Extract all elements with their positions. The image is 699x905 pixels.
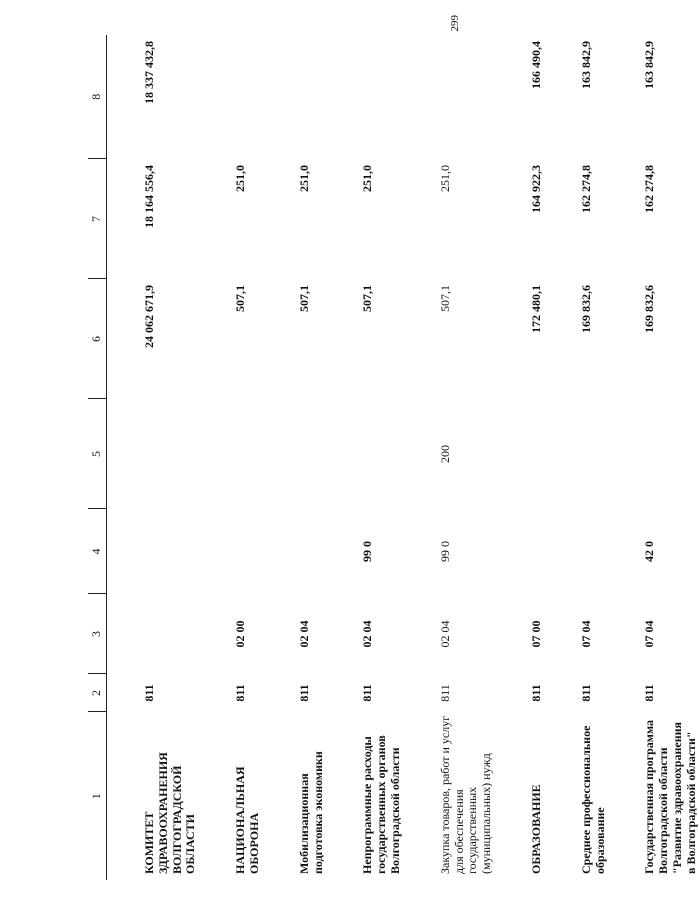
row-name-cell: Государственная программа Волгоградской области "Развитие здравоохранения в Волгоградской области" <box>642 719 698 874</box>
row-value-cell <box>439 35 494 159</box>
row-value-cell: 162 274,8 <box>578 165 593 213</box>
spacer-cell <box>262 35 298 880</box>
row-value-cell: 166 490,4 <box>528 41 543 89</box>
row-value-cell: 251,0 <box>437 165 452 192</box>
row-value-cell <box>143 509 198 594</box>
row-value-cell: 811 <box>437 684 452 702</box>
spacer-cell <box>494 35 530 880</box>
table-row <box>580 35 608 880</box>
row-value-cell <box>143 399 198 509</box>
row-value-cell: 02 04 <box>437 620 452 648</box>
row-value-cell: 163 842,9 <box>578 41 593 89</box>
row-name-cell: Среднее профессиональное образование <box>578 725 607 874</box>
row-value-cell: 811 <box>233 684 248 702</box>
row-value-cell: 811 <box>642 684 657 702</box>
row-name-cell: Закупка товаров, работ и услуг для обеспечения государственных (муниципальных) нужд <box>437 715 494 874</box>
row-value-cell <box>580 399 608 509</box>
row-spacer <box>198 35 234 880</box>
header-cell: 8 <box>88 35 107 159</box>
row-value-cell: 07 00 <box>528 620 543 648</box>
spacer-cell <box>107 35 144 880</box>
header-cell: 3 <box>88 594 107 674</box>
row-value-cell: 507,1 <box>296 285 311 312</box>
row-value-cell: 163 842,9 <box>642 41 657 89</box>
spacer-cell <box>544 35 580 880</box>
row-value-cell: 251,0 <box>233 165 248 192</box>
row-value-cell <box>361 399 402 509</box>
table-row <box>361 35 402 880</box>
row-value-cell <box>643 399 698 509</box>
row-value-cell: 02 04 <box>296 620 311 648</box>
header-cell: 4 <box>88 509 107 594</box>
spacer-cell <box>403 35 439 880</box>
table-row <box>143 35 198 880</box>
budget-table <box>88 35 699 880</box>
rotated-table-container <box>88 35 698 880</box>
row-spacer <box>494 35 530 880</box>
row-value-cell: 811 <box>578 684 593 702</box>
row-value-cell: 07 04 <box>642 620 657 648</box>
row-spacer <box>107 35 144 880</box>
table-row <box>530 35 544 880</box>
row-value-cell: 18 337 432,8 <box>142 41 156 104</box>
row-value-cell: 507,1 <box>233 285 248 312</box>
row-value-cell: 18 164 556,4 <box>142 165 156 228</box>
header-cell: 6 <box>88 279 107 399</box>
spacer-cell <box>198 35 234 880</box>
row-spacer <box>325 35 361 880</box>
row-value-cell: 251,0 <box>360 165 375 192</box>
header-cell: 2 <box>88 674 107 712</box>
row-value-cell: 99 0 <box>360 541 375 562</box>
row-value-cell <box>530 509 544 594</box>
page-number: 299 <box>449 15 461 32</box>
row-value-cell <box>298 509 326 594</box>
row-spacer <box>544 35 580 880</box>
row-value-cell <box>234 509 262 594</box>
row-name-cell: Непрограммные расходы государственных органов Волгоградской области <box>360 735 402 874</box>
row-value-cell: 507,1 <box>360 285 375 312</box>
row-value-cell <box>234 399 262 509</box>
row-value-cell: 507,1 <box>437 285 452 312</box>
header-row <box>88 35 107 880</box>
row-value-cell <box>361 35 402 159</box>
row-value-cell: 251,0 <box>296 165 311 192</box>
row-value-cell <box>143 594 198 674</box>
table-row <box>234 35 262 880</box>
row-value-cell: 164 922,3 <box>528 165 543 213</box>
row-value-cell: 811 <box>142 684 156 702</box>
row-value-cell <box>530 399 544 509</box>
spacer-cell <box>607 35 643 880</box>
row-value-cell: 24 062 671,9 <box>142 285 156 348</box>
row-value-cell: 162 274,8 <box>642 165 657 213</box>
row-name-cell: ОБРАЗОВАНИЕ <box>528 784 543 874</box>
table-row <box>439 35 494 880</box>
table-row <box>298 35 326 880</box>
row-value-cell: 99 0 <box>437 541 452 562</box>
spacer-cell <box>325 35 361 880</box>
row-value-cell: 200 <box>437 445 452 463</box>
row-value-cell <box>580 509 608 594</box>
row-value-cell: 811 <box>296 684 311 702</box>
row-name-cell: КОМИТЕТ ЗДРАВООХРАНЕНИЯ ВОЛГОГРАДСКОЙ ОБЛАСТИ <box>142 752 198 874</box>
header-cell: 5 <box>88 399 107 509</box>
row-value-cell: 811 <box>528 684 543 702</box>
header-cell: 7 <box>88 159 107 279</box>
row-value-cell: 02 00 <box>233 620 248 648</box>
row-value-cell: 811 <box>360 684 375 702</box>
row-spacer <box>262 35 298 880</box>
row-value-cell: 02 04 <box>360 620 375 648</box>
row-value-cell: 42 0 <box>642 541 657 562</box>
row-value-cell: 07 04 <box>578 620 593 648</box>
row-value-cell: 169 832,6 <box>578 285 593 333</box>
table-row <box>643 35 698 880</box>
row-name-cell: НАЦИОНАЛЬНАЯ ОБОРОНА <box>233 766 261 874</box>
row-spacer <box>607 35 643 880</box>
row-value-cell: 172 480,1 <box>528 285 543 333</box>
header-cell: 1 <box>88 712 107 880</box>
row-value-cell <box>298 35 326 159</box>
row-value-cell: 169 832,6 <box>642 285 657 333</box>
row-spacer <box>403 35 439 880</box>
row-name-cell: Мобилизационная подготовка экономики <box>296 751 325 874</box>
row-value-cell <box>234 35 262 159</box>
row-value-cell <box>298 399 326 509</box>
table-body <box>107 35 699 880</box>
